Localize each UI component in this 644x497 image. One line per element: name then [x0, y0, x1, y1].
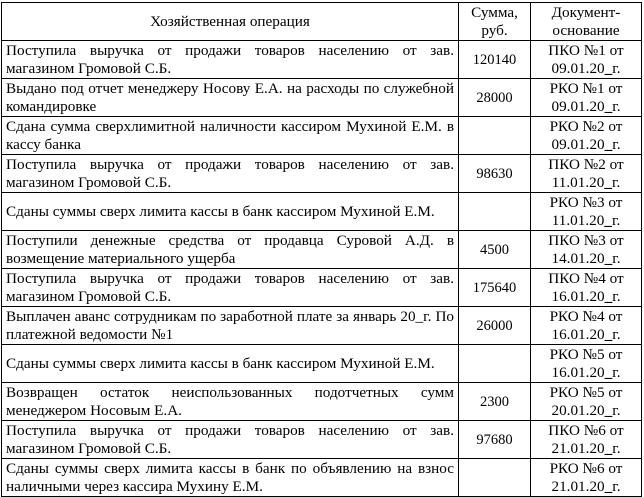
document-year-suffix: г. [612, 363, 621, 381]
document-year-blank: _ [604, 135, 613, 153]
document-cell [531, 117, 642, 155]
document-year-blank: _ [604, 477, 613, 495]
table-row [2, 383, 642, 421]
sum-cell: 26000 [459, 307, 531, 345]
document-year-blank: _ [604, 363, 613, 381]
document-year-suffix: г. [612, 401, 621, 419]
document-year-suffix: г. [612, 325, 621, 343]
document-year-suffix: г. [612, 477, 621, 495]
document-date: 16.01.20 [551, 363, 605, 381]
document-number: ПКО №3 от [548, 231, 624, 249]
operation-cell: Поступила выручка от продажи товаров населению от зав. магазином Громовой С.Б. [2, 421, 459, 459]
sum-cell [459, 459, 531, 497]
document-date: 14.01.20 [551, 249, 605, 267]
operation-cell: Сданы суммы сверх лимита кассы в банк по объявлению на взнос наличными через кассира Мухину Е.М. [2, 459, 459, 497]
document-year-blank: _ [604, 439, 613, 457]
document-number: РКО №1 от [549, 79, 623, 97]
document-year-suffix: г. [612, 59, 621, 77]
table-row [2, 231, 642, 269]
document-number: ПКО №1 от [548, 41, 624, 59]
table-body [2, 41, 642, 497]
document-cell [531, 269, 642, 307]
document-cell [531, 193, 642, 231]
document-year-blank: _ [604, 287, 613, 305]
document-number: РКО №2 от [549, 117, 623, 135]
document-date: 16.01.20 [551, 287, 605, 305]
document-date: 11.01.20 [551, 173, 605, 191]
document-cell [531, 345, 642, 383]
document-year-blank: _ [604, 97, 613, 115]
document-number: ПКО №4 от [548, 269, 624, 287]
document-cell [531, 307, 642, 345]
document-cell [531, 155, 642, 193]
document-year-suffix: г. [611, 211, 621, 229]
document-cell [531, 79, 642, 117]
document-year-suffix: г. [612, 439, 621, 457]
document-date: 09.01.20 [551, 59, 605, 77]
document-year-blank: _ [604, 401, 613, 419]
document-year-suffix: г. [611, 173, 621, 191]
document-number: ПКО №2 от [548, 155, 624, 173]
sum-cell: 175640 [459, 269, 531, 307]
header-doc-line2: основание [552, 21, 620, 39]
sum-cell: 120140 [459, 41, 531, 79]
document-number: РКО №5 от [549, 345, 623, 363]
table-row [2, 421, 642, 459]
sum-cell: 2300 [459, 383, 531, 421]
document-number: РКО №6 от [549, 459, 623, 477]
document-date: 09.01.20 [551, 135, 605, 153]
table-header-row [2, 3, 642, 41]
document-year-blank: _ [604, 325, 613, 343]
document-year-suffix: г. [612, 249, 621, 267]
operation-cell: Выдано под отчет менеджеру Носову Е.А. на расходы по служебной командировке [2, 79, 459, 117]
document-number: РКО №4 от [549, 307, 623, 325]
operation-cell: Выплачен аванс сотрудникам по заработной плате за январь 20_г. По платежной ведомости №1 [2, 307, 459, 345]
document-cell [531, 231, 642, 269]
document-date: 11.01.20 [551, 211, 605, 229]
header-doc-line1: Документ- [551, 3, 621, 21]
document-year-blank: _ [604, 59, 613, 77]
header-sum [459, 3, 531, 41]
operations-table [1, 2, 642, 497]
document-number: РКО №5 от [549, 383, 623, 401]
operation-cell: Поступили денежные средства от продавца Суровой А.Д. в возмещение материального ущерба [2, 231, 459, 269]
document-year-suffix: г. [612, 97, 621, 115]
operation-cell: Возвращен остаток неиспользованных подотчетных сумм менеджером Носовым Е.А. [2, 383, 459, 421]
table-row [2, 155, 642, 193]
document-date: 20.01.20 [551, 401, 605, 419]
document-year-blank: _ [604, 249, 613, 267]
document-number: РКО №3 от [549, 193, 623, 211]
document-year-blank: _ [604, 173, 612, 191]
header-document [531, 3, 642, 41]
operation-cell: Поступила выручка от продажи товаров населению от зав. магазином Громовой С.Б. [2, 269, 459, 307]
document-year-suffix: г. [612, 135, 621, 153]
sum-cell [459, 117, 531, 155]
document-date: 21.01.20 [551, 477, 605, 495]
sum-cell: 28000 [459, 79, 531, 117]
table-row [2, 193, 642, 231]
document-year-suffix: г. [612, 287, 621, 305]
operation-cell: Поступила выручка от продажи товаров населению от зав. магазином Громовой С.Б. [2, 41, 459, 79]
table-row [2, 79, 642, 117]
table-row [2, 117, 642, 155]
sum-cell [459, 345, 531, 383]
table-row [2, 269, 642, 307]
sum-cell: 4500 [459, 231, 531, 269]
document-cell [531, 459, 642, 497]
header-operation: Хозяйственная операция [2, 3, 459, 41]
document-cell [531, 41, 642, 79]
table-row [2, 307, 642, 345]
operation-cell: Сданы суммы сверх лимита кассы в банк кассиром Мухиной Е.М. [2, 193, 459, 231]
table-row [2, 345, 642, 383]
document-cell [531, 383, 642, 421]
document-date: 16.01.20 [551, 325, 605, 343]
sum-cell: 98630 [459, 155, 531, 193]
sum-cell: 97680 [459, 421, 531, 459]
document-number: ПКО №6 от [548, 421, 624, 439]
document-cell [531, 421, 642, 459]
header-sum-line1: Сумма, [471, 3, 518, 21]
document-year-blank: _ [604, 211, 612, 229]
document-date: 21.01.20 [551, 439, 605, 457]
document-date: 09.01.20 [551, 97, 605, 115]
operation-cell: Поступила выручка от продажи товаров населению от зав. магазином Громовой С.Б. [2, 155, 459, 193]
operation-cell: Сданы суммы сверх лимита кассы в банк кассиром Мухиной Е.М. [2, 345, 459, 383]
table-row [2, 459, 642, 497]
table-row [2, 41, 642, 79]
header-sum-line2: руб. [481, 21, 508, 39]
sum-cell [459, 193, 531, 231]
operation-cell: Сдана сумма сверхлимитной наличности кассиром Мухиной Е.М. в кассу банка [2, 117, 459, 155]
